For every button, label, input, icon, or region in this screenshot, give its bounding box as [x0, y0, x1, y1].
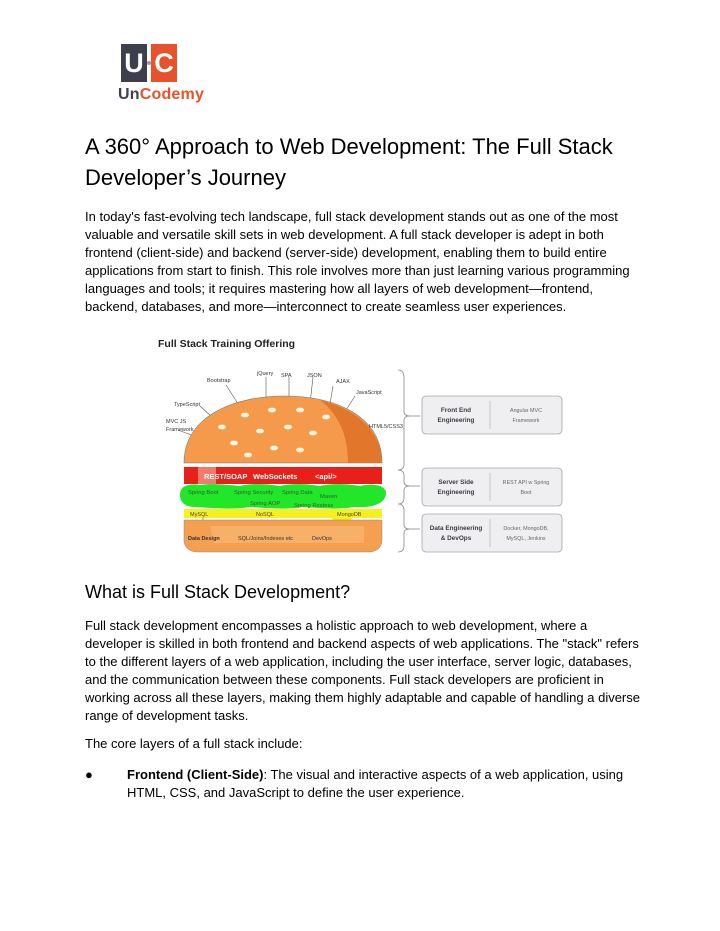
bullet-text [127, 766, 637, 802]
logo-tile-u: U [121, 44, 147, 82]
frontend-tech-label: HTML5/CSS3 [369, 424, 403, 430]
logo-tile-c: C [151, 44, 177, 82]
data-layer-label: Data Design [188, 536, 220, 542]
logo-word-codemy: Codemy [139, 86, 205, 103]
layer-box [422, 396, 562, 434]
backend-tech-label: Spring AOP [250, 501, 281, 507]
layer-box-description: REST API w Spring [502, 480, 550, 486]
layer-boxes [422, 396, 562, 552]
figure-title: Full Stack Training Offering [158, 338, 296, 350]
backend-tech-label: Spring Security [234, 490, 274, 496]
uncodemy-logo [118, 44, 205, 106]
api-layer-label: REST/SOAP [204, 472, 248, 481]
layer-box-description: Boot [520, 490, 532, 496]
layer-box-label: Engineering [437, 489, 475, 496]
logo-word-un: Un [118, 86, 140, 103]
layer-box-label: Server Side [438, 479, 474, 486]
layer-box-label: Data Engineering [429, 525, 483, 532]
lettuce-layer [180, 484, 386, 508]
frontend-tech-label: AJAX [336, 379, 350, 385]
api-layer-label: WebSockets [253, 472, 298, 481]
backend-tech-label: Maven [320, 494, 338, 500]
database-tech-label: NoSQL [256, 512, 275, 518]
data-layer-label: SQL/Joins/Indexes etc [238, 536, 294, 542]
frontend-tech-label: jQuery [257, 371, 274, 377]
layer-braces [398, 370, 420, 552]
layer-box-description: Docker, MongoDB, [503, 526, 549, 532]
layer-box-description: Angular MVC [509, 408, 543, 414]
frontend-tech-label: SPA [281, 373, 292, 379]
frontend-tech-label: MVC JS [166, 419, 187, 425]
bullet-marker: ● [85, 767, 93, 782]
bullet-term: Frontend (Client-Side) [127, 767, 264, 782]
full-stack-figure [150, 330, 570, 560]
database-tech-label: MySQL [190, 512, 209, 518]
database-tech-label: MongoDB [337, 512, 362, 518]
bullet-description: : The visual and interactive aspects of a web application, using HTML, CSS, and JavaScript to define the user experience. [127, 767, 624, 800]
logo-mark [121, 44, 179, 84]
layer-box-label: & DevOps [440, 535, 472, 542]
layer-box-label: Front End [440, 407, 472, 414]
layer-box [422, 514, 562, 552]
body-paragraph: Full stack development encompasses a holistic approach to web development, where a developer is skilled in both frontend and backend aspects of web applications. The "stack" refers to the different layers of a web application, including the user interface, server logic, databases, and the communication between these components. Full stack developers are proficient in working across all these layers, making them highly adaptable and capable of handling a diverse range of development tasks. [85, 618, 640, 723]
backend-tech-label: Spring Restess [294, 503, 334, 509]
layer-box-label: Engineering [437, 417, 475, 424]
layer-box [422, 468, 562, 506]
backend-tech-label: Spring Data [282, 490, 313, 496]
logo-wordmark [118, 86, 204, 104]
frontend-tech-label: Bootstrap [207, 378, 231, 384]
intro-paragraph: In today's fast-evolving tech landscape, full stack development stands out as one of the most valuable and versatile skill sets in web development. A full stack developer is adept in both frontend (client-side) and backend (server-side) development, enabling them to build entire applications from start to finish. This role involves more than just learning various programming languages and tools; it requires mastering how all layers of web development—frontend, backend, databases, and more—interconnect to create seamless user experiences. [85, 209, 630, 314]
page-title: A 360° Approach to Web Development: The Full Stack Developer’s Journey [85, 134, 613, 190]
section-heading: What is Full Stack Development? [85, 582, 351, 602]
layers-intro: The core layers of a full stack include: [85, 736, 303, 751]
frontend-tech-label: Framework [166, 427, 194, 433]
backend-tech-label: Spring Boot [188, 490, 219, 496]
frontend-tech-label: TypeScript [174, 402, 200, 408]
data-layer-label: DevOps [312, 536, 332, 542]
figure-svg [150, 330, 570, 560]
layer-box-description: MySQL, Jenkins [506, 536, 546, 542]
layer-box-description: Framework [512, 418, 540, 424]
frontend-tech-label: JSON [307, 373, 322, 379]
frontend-tech-label: JavaScript [356, 390, 382, 396]
api-layer-label: <api/> [315, 472, 337, 481]
